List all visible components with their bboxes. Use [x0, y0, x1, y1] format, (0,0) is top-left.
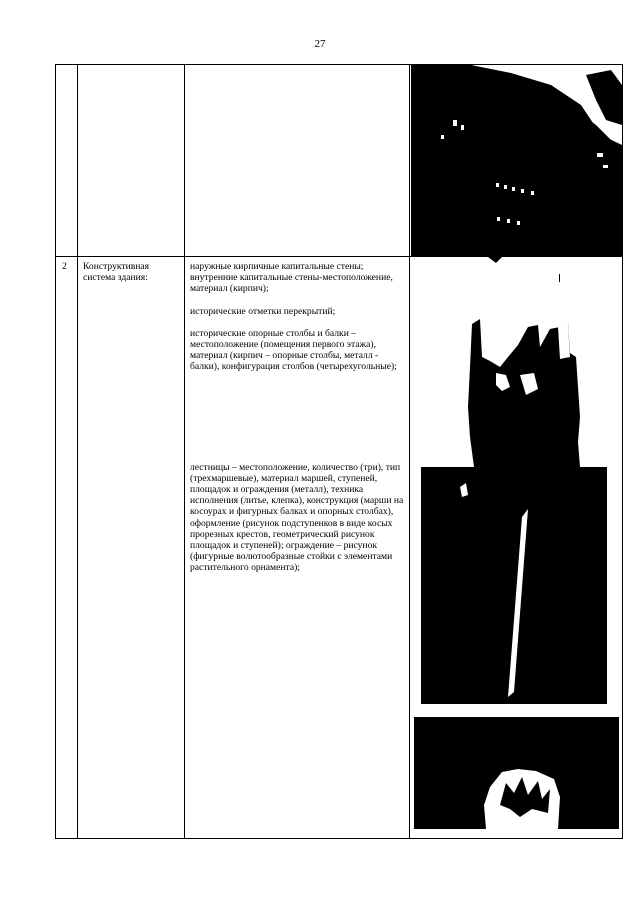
photo-cell	[410, 257, 623, 839]
description-stairs: лестницы – местоположение, количество (три), тип (трехмаршевые), материал маршей, ступеней, площадок и ограждения (металл), техника исполнения (литье, клепка), конструкция (марши на косоурах и фигурных балках и опорных столбах), оформление (рисунок подступенков в виде косых прорезных крестов, геометрический рисунок площадок и ступеней); ограждение – рисунок (фигурные волютообразные стойки с элементами растительного орнамента);	[190, 461, 404, 574]
photo-building-facade	[411, 65, 622, 256]
description-floor-levels: исторические отметки перекрытий;	[190, 305, 336, 317]
heritage-table	[55, 64, 623, 839]
element-name-cell: Конструктивная система здания:	[78, 257, 185, 839]
photo-stair-ornament	[414, 717, 619, 829]
row-number-cell	[56, 65, 78, 257]
element-name-cell	[78, 65, 185, 257]
photo-cell	[410, 65, 623, 257]
row-number-cell: 2	[56, 257, 78, 839]
photo-area	[410, 257, 621, 837]
description-columns-beams: исторические опорные столбы и балки – местоположение (помещения первого этажа), материал (кирпич – опорные столбы, металл - балки), конфигурация столбов (четырехугольные);	[190, 327, 397, 373]
description-cell	[185, 65, 410, 257]
table-row	[56, 65, 623, 257]
page-number: 27	[314, 38, 326, 50]
description-cell	[185, 257, 410, 839]
photo-staircase	[421, 467, 607, 704]
description-exterior-walls: наружные кирпичные капитальные стены; внутренние капитальные стены-местоположение, материал (кирпич);	[190, 261, 393, 295]
photo-interior-columns	[468, 319, 580, 467]
table-row	[56, 257, 623, 839]
